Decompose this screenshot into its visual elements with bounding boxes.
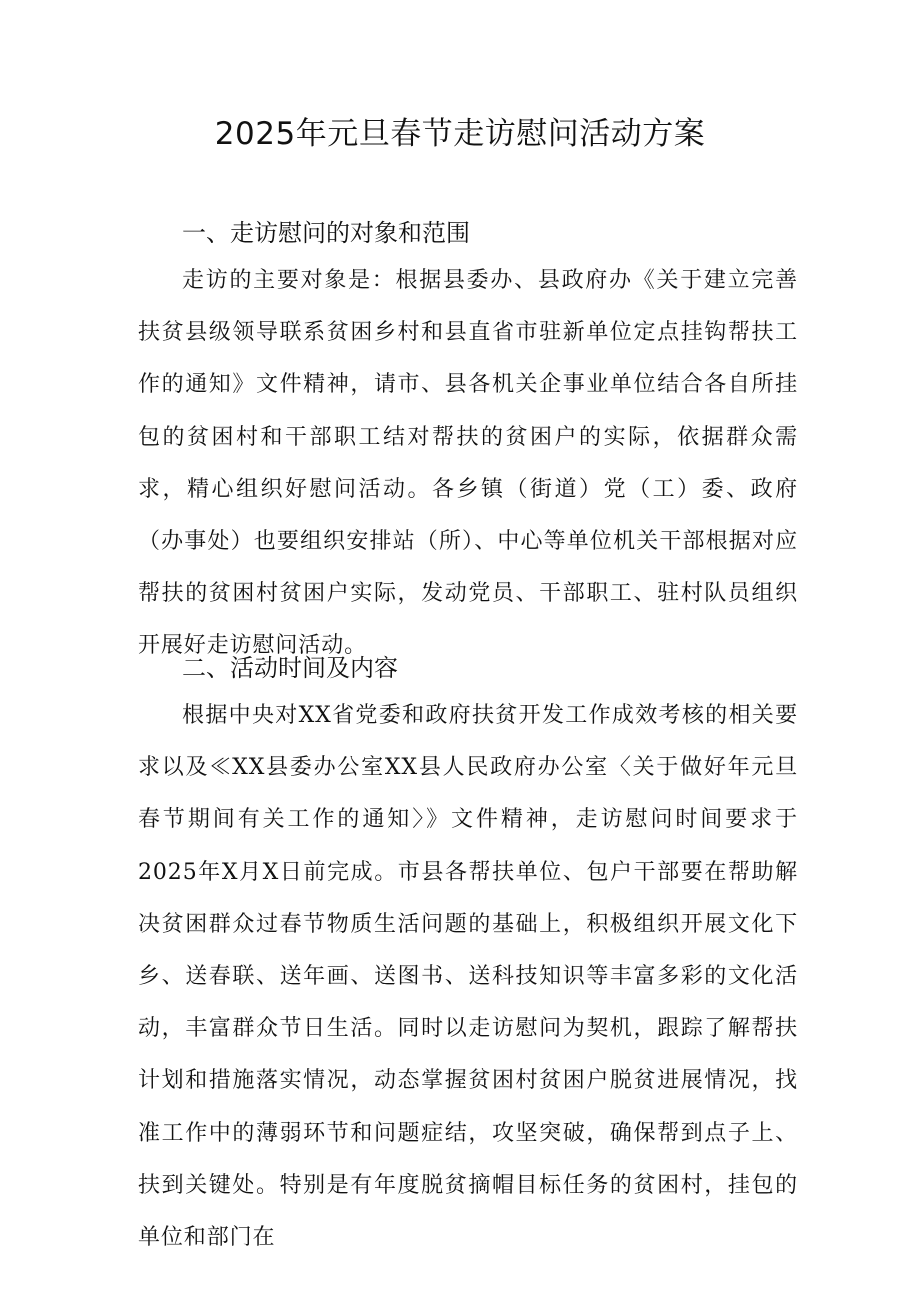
section-heading-1: 一、走访慰问的对象和范围 — [182, 219, 470, 247]
document-title: 2025年元旦春节走访慰问活动方案 — [214, 116, 706, 152]
section-heading-2: 二、活动时间及内容 — [182, 654, 398, 682]
section-paragraph-1: 走访的主要对象是：根据县委办、县政府办《关于建立完善扶贫县级领导联系贫困乡村和县直省市驻新单位定点挂钩帮扶工作的通知》文件精神，请市、县各机关企事业单位结合各自所挂包的贫困村和干部职工结对帮扶的贫困户的实际，依据群众需求，精心组织好慰问活动。各乡镇（街道）党（工）委、政府（办事处）也要组织安排站（所）、中心等单位机关干部根据对应帮扶的贫困村贫困户实际，发动党员、干部职工、驻村队员组织开展好走访慰问活动。 — [138, 268, 798, 659]
section-paragraph-2: 根据中央对XX省党委和政府扶贫开发工作成效考核的相关要求以及≪XX县委办公室XX县人民政府办公室〈关于做好年元旦春节期间有关工作的通知〉》文件精神，走访慰问时间要求于2025年X月X日前完成。市县各帮扶单位、包户干部要在帮助解决贫困群众过春节物质生活问题的基础上，积极组织开展文化下乡、送春联、送年画、送图书、送科技知识等丰富多彩的文化活动，丰富群众节日生活。同时以走访慰问为契机，跟踪了解帮扶计划和措施落实情况，动态掌握贫困村贫困户脱贫进展情况，找准工作中的薄弱环节和问题症结，攻坚突破，确保帮到点子上、扶到关键处。特别是有年度脱贫摘帽目标任务的贫困村，挂包的单位和部门在 — [138, 703, 798, 1251]
